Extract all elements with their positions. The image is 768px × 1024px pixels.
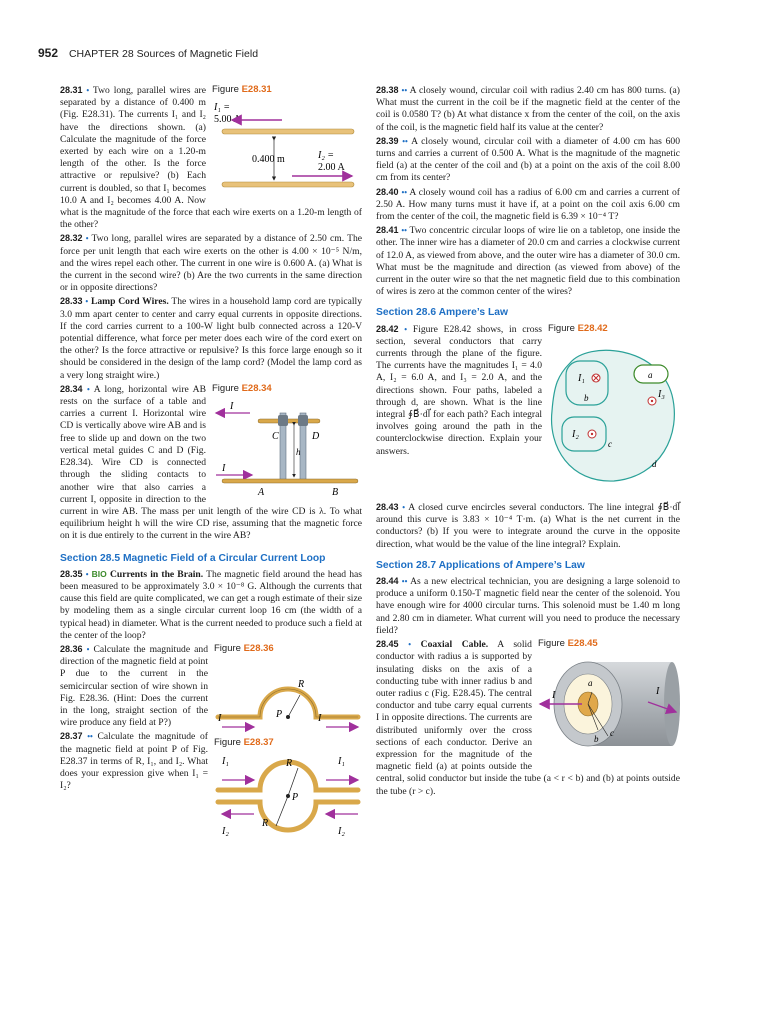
problem-28-33: 28.33 • Lamp Cord Wires. The wires in a household lamp cord are typically 3.0 mm apart center to center and carry equal currents in opposite directions. If the cord carries current to a 100-W light bulb connected across a 120-V potential difference, what force per meter does each wire of the cord exert on the other? Is the force attractive or repulsive? Is this force large enough so it should be considered in the design of the lamp cord? (Model the lamp cord as a very long straight wire.) (60, 296, 363, 381)
problem-28-44: 28.44 •• As a new electrical technician, you are designing a large solenoid to produce a uniform 0.150-T magnetic field near the center of the solenoid. You have enough wire for 4000 circular turns. This solenoid must be 1.40 m long and 2.80 cm in diameter. What current will you need to produce the necessary field? (376, 576, 680, 636)
i1-value: 5.00 A (214, 114, 241, 126)
figure-e28-37-drawing (214, 750, 362, 842)
figure-e28-36 (214, 643, 362, 846)
figure-e28-42-caption: Figure E28.42 (548, 322, 608, 334)
distance-label: 0.400 m (252, 154, 285, 166)
figure-e28-34-caption: Figure E28.34 (212, 382, 272, 394)
label-c: C (272, 431, 279, 443)
figure-e28-31 (212, 84, 362, 196)
label-a: a (588, 678, 593, 689)
page-number: 952 (38, 46, 59, 60)
label-i3: I₃ (658, 388, 665, 400)
lower-radius (276, 796, 288, 826)
contact-d (298, 415, 308, 426)
section-28-5-heading: Section 28.5 Magnetic Field of a Circular Current Loop (60, 552, 326, 564)
point-p-dot (286, 715, 290, 719)
problem-28-43: 28.43 • A closed curve encircles several conductors. The line integral ∮B⃗·dl⃗ around this curve is 3.83 × 10⁻⁴ T·m. (a) What is the net current in the conductors? (b) If you were to integrate around the curve in the opposite direction, what would be the value of the line integral? Explain. (376, 502, 680, 550)
figure-e28-45-caption: Figure E28.45 (538, 638, 598, 650)
top-current-label: I (230, 401, 234, 413)
label-a: a (648, 369, 653, 380)
i2-dot-mark (591, 433, 593, 435)
label-c: c (610, 728, 614, 739)
figure-e28-45 (538, 638, 680, 762)
section-28-7-heading: Section 28.7 Applications of Ampere’s Law (376, 559, 585, 571)
problem-28-35: 28.35 • BIO Currents in the Brain. The magnetic field around the head has been measured to be approximately 3.0 × 10⁻⁸ G. Although the currents that cause this field are quite complicated, we can get a rough estimate of their size by modeling them as a single circular current loop 16 cm (the width of a typical head) in diameter. What is the current needed to produce such a field at the center of the loop? (60, 568, 362, 641)
i2-label: I₂ = (318, 150, 335, 162)
right-current-label: I (318, 713, 322, 725)
page-header (38, 46, 738, 64)
problem-28-45: 28.45 • Coaxial Cable. A solid conductor with radius a is supported by insulating disks on the axis of a conducting tube with inner radius b and outer radius c (Fig. E28.45). The central conductor and tube carry equal currents I in opposite directions. The currents are distributed uniformly over the cross sections of each conductor. Derive an expression for the magnitude of the magnetic field (a) at points outside the central, solid conductor but inside the tube (a < r < b) and (b) at points outside the tube (r > c). (376, 639, 680, 797)
semicircle-wire-edge (218, 689, 358, 717)
left-column (60, 84, 362, 848)
problem-28-42: 28.42 • Figure E28.42 shows, in cross section, several conductors that carry currents through the plane of the figure. The currents have the magnitudes I₁ = 4.0 A, I₂ = 6.0 A, and I₃ = 2.0 A, and the directions shown. Four paths, labeled a through d, are shown. What is the line integral ∮B⃗·dl⃗ for each path? Each integral involves going around the path in the counterclockwise direction. Explain your answers. (376, 323, 542, 457)
label-d: D (312, 431, 320, 443)
label-c: c (608, 438, 612, 449)
label-i1: I₁ (578, 372, 585, 384)
lower-left-label: I₂ (222, 825, 229, 837)
semicircle-wire (218, 689, 358, 717)
figure-e28-36-drawing (214, 655, 362, 733)
problem-28-36: 28.36 • Calculate the magnitude and direction of the magnetic field at point P due to the current in the semicircular section of wire shown in Fig. E28.36. (Hint: Does the current in the long, straight section of the wire produce any field at P?) (60, 643, 208, 729)
problem-28-40: 28.40 •• A closely wound coil has a radius of 6.00 cm and carries a current of 2.50 A. How many turns must it have if, at a point on the coil axis 6.00 cm from the center of the coil, the magnetic field is 6.39 × 10⁻⁴ T? (376, 186, 680, 223)
problem-28-34: 28.34 • A long, horizontal wire AB rests on the surface of a table and carries a current I. Horizontal wire CD is vertically above wire AB and is free to slide up and down on the two vertical metal guides C and D (Fig. E28.34). Wire CD is connected through the sliding contacts to another wire that also carries a current I, opposite in direction to the current in wire AB. The mass per unit length of the wire CD is λ. To what equilibrium height h will the wire CD rise, assuming that the magnetic force on it is due entirely to the current in the wire AB? (60, 383, 362, 542)
label-r-lower: R (262, 817, 269, 829)
wire-2 (222, 182, 354, 187)
i3-dot-mark (651, 400, 653, 402)
tube-far-end (664, 662, 680, 746)
figure-e28-42 (548, 323, 680, 499)
lower-wire (218, 802, 358, 830)
figure-e28-37-caption: Figure E28.37 (214, 737, 274, 749)
figure-e28-31-drawing (212, 96, 362, 192)
label-p: P (292, 791, 299, 803)
figure-e28-34-drawing (212, 395, 362, 499)
point-p-dot (286, 794, 290, 798)
problem-28-31: 28.31 • Two long, parallel wires are separated by a distance of 0.400 m (Fig. E28.31). The currents I₁ and I₂ have the directions shown. (a) Calculate the magnitude of the force exerted by each wire on a 1.20-m length of the other. Is the force attractive or repulsive? (b) Each current is doubled, so that I₁ becomes 10.0 A and I₂ becomes 4.00 A. Now what is the magnitude of the force that each wire exerts on a 1.20-m length of the other? (60, 85, 362, 231)
radius-line (288, 695, 300, 717)
contact-c (278, 415, 288, 426)
problem-28-38: 28.38 •• A closely wound, circular coil with radius 2.40 cm has 800 turns. (a) What must the current in the coil be if the magnetic field at the center of the coil is 0.0580 T? (b) At what distance x from the center of the coil, on the axis of the coil, is the magnetic field half its value at the center? (376, 85, 680, 133)
section-28-6-heading: Section 28.6 Ampere’s Law (376, 307, 509, 319)
bottom-current-label: I (222, 463, 226, 475)
label-b: b (594, 734, 599, 745)
i1-label: I₁ = (214, 102, 231, 114)
outer-current-label: I (656, 686, 660, 698)
problem-28-32: 28.32 • Two long, parallel wires are separated by a distance of 2.50 cm. The force per unit length that each wire exerts on the other is 4.00 × 10⁻⁵ N/m, and the wires repel each other. The current in one wire is 0.600 A. (a) What is the current in the second wire? (b) Are the two currents in the same direction or in opposite directions? (60, 233, 362, 294)
label-r-upper: R (286, 757, 293, 769)
label-b: B (332, 487, 339, 499)
problem-28-41: 28.41 •• Two concentric circular loops of wire lie on a tabletop, one inside the other. The inner wire has a diameter of 20.0 cm and carries a clockwise current of 12.0 A, as viewed from above, and the outer wire has a diameter of 30.0 cm. What must be the magnitude and direction (as viewed from above) of the current in the outer wire so that the net magnetic field due to this combination of wires is zero at the common center of the wires? (376, 225, 681, 298)
label-r: R (298, 679, 305, 691)
label-d: d (652, 458, 657, 469)
right-column (376, 84, 680, 799)
figure-e28-42-drawing (548, 335, 680, 495)
figure-e28-45-drawing (538, 650, 680, 758)
figure-e28-31-caption: Figure E28.31 (212, 84, 272, 95)
label-p: P (276, 709, 283, 721)
label-b: b (584, 392, 589, 403)
upper-left-label: I₁ (222, 755, 229, 767)
label-i2: I₂ (572, 428, 579, 440)
figure-e28-34 (212, 383, 362, 503)
i2-value: 2.00 A (318, 162, 345, 174)
wire-ab (222, 479, 358, 483)
chapter-title: CHAPTER 28 Sources of Magnetic Field (68, 48, 259, 60)
figure-e28-36-caption: Figure E28.36 (214, 642, 274, 654)
label-h: h (296, 447, 301, 458)
lower-right-label: I₂ (338, 825, 345, 837)
inner-current-label: I (552, 690, 556, 702)
problem-28-39: 28.39 •• A closely wound, circular coil with a diameter of 4.00 cm has 600 turns and carries a current of 0.500 A. What is the magnitude of the magnetic field (a) at the center of the coil and (b) at a point on the axis of the coil 8.00 cm from its center? (376, 135, 680, 184)
left-current-label: I (218, 713, 222, 725)
problem-28-37: 28.37 •• Calculate the magnitude of the magnetic field at point P of Fig. E28.37 in terms of R, I₁, and I₂. What does your expression give when I₁ = I₂? (60, 731, 208, 792)
label-a: A (258, 487, 265, 499)
wire-cd (258, 419, 320, 423)
wire-1 (222, 129, 354, 134)
upper-right-label: I₁ (338, 755, 345, 767)
